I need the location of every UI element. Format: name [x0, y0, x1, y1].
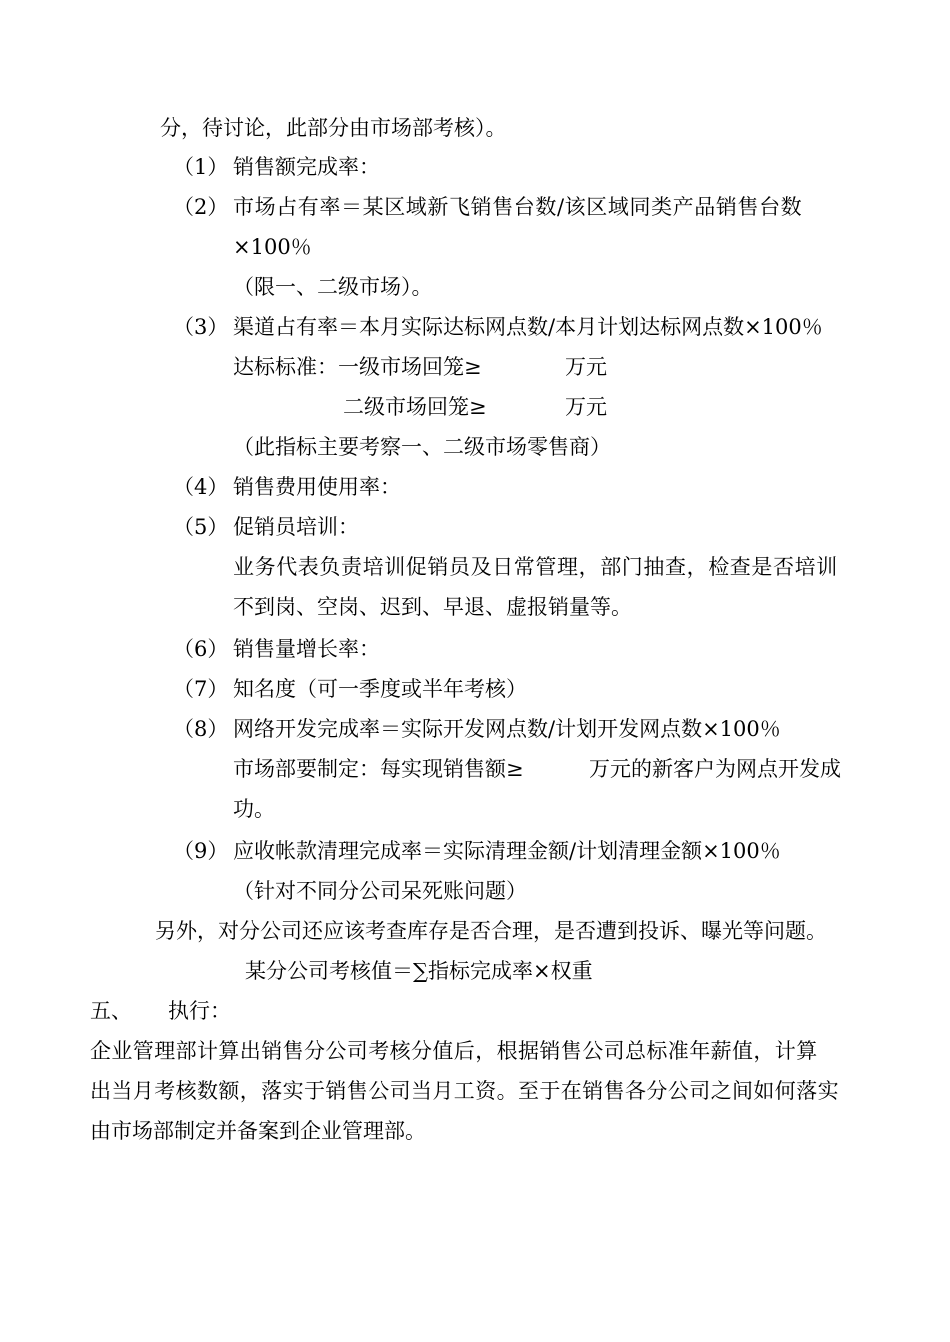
channel-standard-label: 达标标准：一级市场回笼≥	[233, 355, 482, 379]
item-number: （7）	[173, 677, 229, 701]
channel-standard-label-2: 二级市场回笼≥	[343, 395, 487, 419]
item-number: （3）	[173, 315, 229, 339]
item-number: （9）	[173, 839, 229, 863]
promoter-training-desc-2: 不到岗、空岗、迟到、早退、虚报销量等。	[233, 595, 632, 619]
item-number: （2）	[173, 195, 229, 219]
promoter-training-desc: 业务代表负责培训促销员及日常管理，部门抽查，检查是否培训	[233, 555, 838, 579]
channel-share-note: （此指标主要考察一、二级市场零售商）	[233, 435, 611, 459]
item-market-share-cont: ×100％	[233, 235, 312, 259]
item-number: （5）	[173, 515, 229, 539]
item-number: （8）	[173, 717, 229, 741]
network-development-desc-b: 万元的新客户为网点开发成	[589, 757, 841, 781]
item-market-share: 市场占有率＝某区域新飞销售台数/该区域同类产品销售台数	[233, 195, 803, 219]
item-sales-expense: 销售费用使用率：	[233, 475, 401, 499]
assessment-formula: 某分公司考核值＝∑指标完成率×权重	[245, 959, 593, 983]
section-title: 执行：	[168, 999, 231, 1023]
item-sales-completion: 销售额完成率：	[233, 155, 380, 179]
additional-note: 另外，对分公司还应该考查库存是否合理，是否遭到投诉、曝光等问题。	[155, 919, 827, 943]
section-number: 五、	[90, 999, 132, 1023]
channel-standard-unit-2: 万元	[565, 395, 607, 419]
item-receivables-clearing: 应收帐款清理完成率＝实际清理金额/计划清理金额×100％	[233, 839, 781, 863]
execution-paragraph-line-2: 出当月考核数额，落实于销售公司当月工资。至于在销售各分公司之间如何落实	[90, 1079, 839, 1103]
network-development-desc-2: 功。	[233, 797, 275, 821]
item-number: （1）	[173, 155, 229, 179]
item-sales-growth: 销售量增长率：	[233, 637, 380, 661]
receivables-clearing-note: （针对不同分公司呆死账问题）	[233, 879, 527, 903]
channel-standard-unit: 万元	[565, 355, 607, 379]
intro-tail: 分，待讨论，此部分由市场部考核）。	[160, 116, 507, 140]
item-brand-awareness: 知名度（可一季度或半年考核）	[233, 677, 527, 701]
item-promoter-training: 促销员培训：	[233, 515, 359, 539]
item-network-development: 网络开发完成率＝实际开发网点数/计划开发网点数×100％	[233, 717, 781, 741]
execution-paragraph-line-3: 由市场部制定并备案到企业管理部。	[90, 1119, 426, 1143]
item-number: （4）	[173, 475, 229, 499]
item-channel-share: 渠道占有率＝本月实际达标网点数/本月计划达标网点数×100％	[233, 315, 823, 339]
execution-paragraph-line-1: 企业管理部计算出销售分公司考核分值后，根据销售公司总标准年薪值，计算	[90, 1039, 818, 1063]
item-number: （6）	[173, 637, 229, 661]
network-development-desc: 市场部要制定：每实现销售额≥	[233, 757, 524, 781]
item-market-share-note: （限一、二级市场）。	[233, 275, 433, 299]
